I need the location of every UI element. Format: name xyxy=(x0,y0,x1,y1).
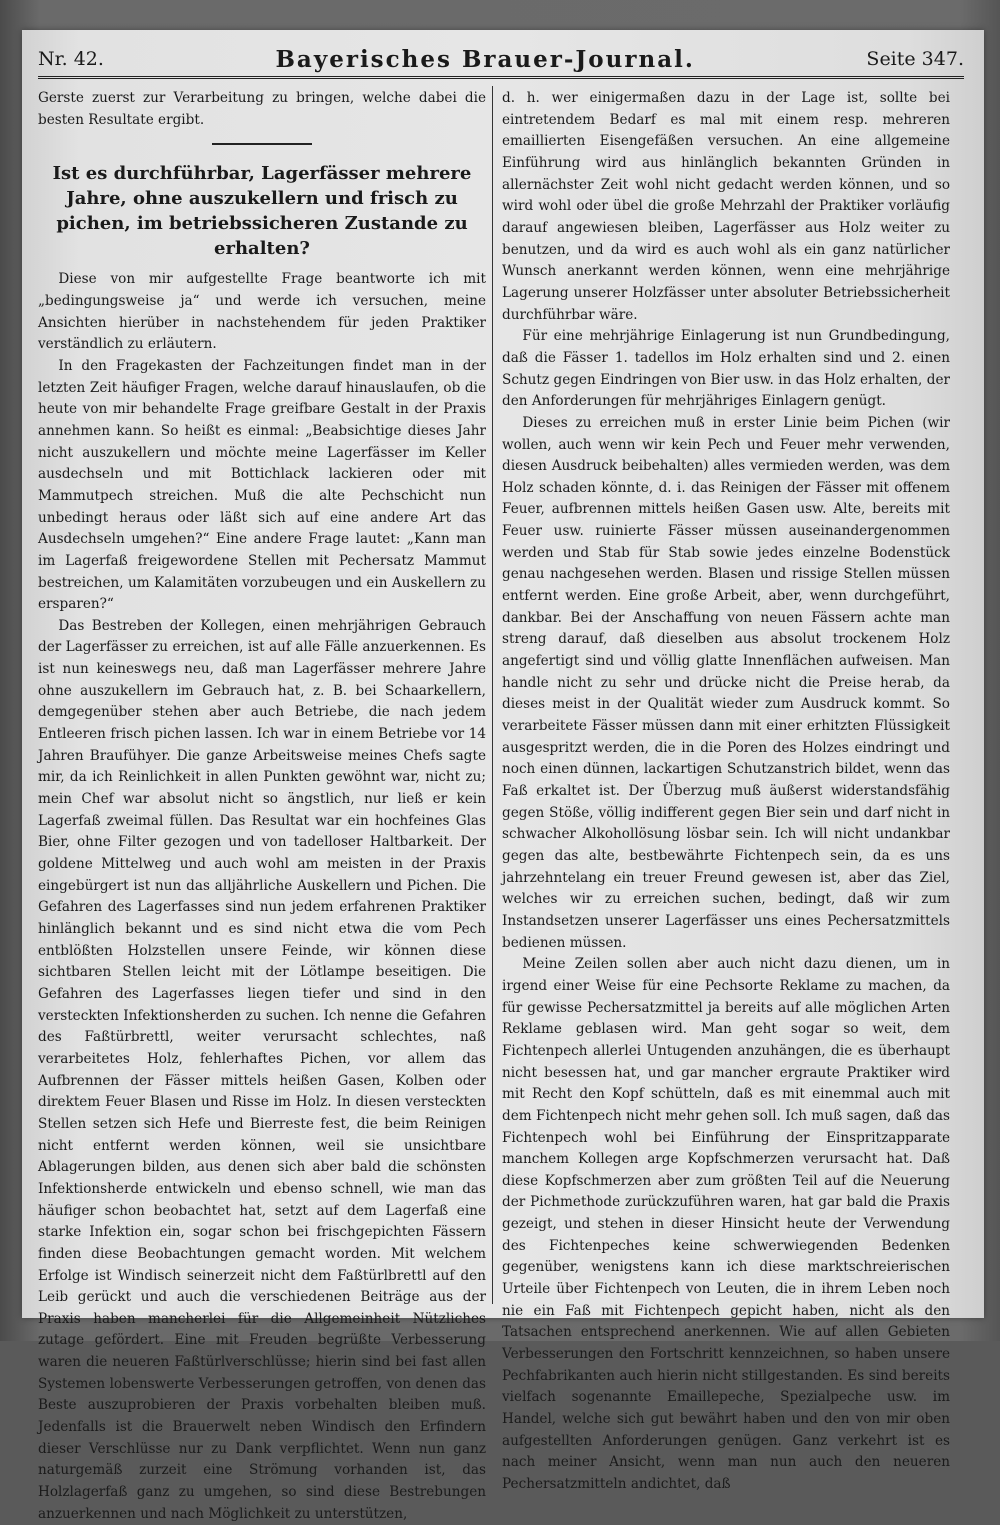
newspaper-page xyxy=(22,30,984,1522)
body-paragraph: Für eine mehrjährige Einlagerung ist nun Grundbedingung, daß die Fässer 1. tadellos im Holz erhalten sind und 2. einen Schutz gegen Eindringen von Bier usw. in das Holz erhalten, der den Anforderungen für mehrjähriges Einlagern genügt. xyxy=(502,328,950,410)
body-paragraph: Dieses zu erreichen muß in erster Linie beim Pichen (wir wollen, auch wenn wir kein Pech und Feuer mehr verwenden, diesen Ausdruck beibehalten) alles vermieden werden, was dem Holz schaden könnte, d. i. das Reinigen der Fässer mit offenem Feuer, aufbrennen mittels heißen Gasen usw. Alte, bereits mit Feuer usw. ruinierte Fässer müssen auseinandergenommen werden und Stab für Stab sowie jedes einzelne Bodenstück genau nachgesehen werden. Blasen und rissige Stellen müssen entfernt werden. Eine große Arbeit, aber, wenn durchgeführt, dankbar. Bei der Anschaffung von neuen Fässern achte man streng darauf, daß dieselben aus absolut trockenem Holz angefertigt sind und völlig glatte Innenflächen aufweisen. Man handle nicht zu sehr und drücke nicht die Preise herab, da dieses meist in der Qualität wieder zum Ausdruck kommt. So verarbeitete Fässer müssen dann mit einer erhitzten Flüssigkeit ausgespritzt werden, die in die Poren des Holzes eindringt und noch einen dünnen, lackartigen Schutzanstrich bildet, wenn das Faß erkaltet ist. Der Überzug muß äußerst widerstandsfähig gegen Stöße, völlig indifferent gegen Bier sein und darf nicht in schwacher Alkohollösung lösbar sein. Ich will nicht undankbar gegen das alte, bestbewährte Fichtenpech sein, da es uns jahrzehntelang ein treuer Freund gewesen ist, aber das Ziel, welches wir zu erreichen suchen, bedingt, daß wir zum Instandsetzen unserer Lagerfässer uns eines Pechersatzmittels bedienen müssen. xyxy=(502,414,950,951)
column-divider xyxy=(492,86,493,1304)
page-header xyxy=(38,42,964,79)
left-column xyxy=(38,88,486,1522)
page-number: Seite 347. xyxy=(866,48,964,70)
right-column xyxy=(502,88,950,1492)
body-paragraph: Diese von mir aufgestellte Frage beantworte ich mit „bedingungsweise ja“ und werde ich versuchen, meine Ansichten hierüber in nachstehendem für jeden Praktiker verständlich zu erläutern. xyxy=(38,271,486,353)
body-paragraph: d. h. wer einigermaßen dazu in der Lage ist, sollte bei eintretendem Bedarf es mal mit einem resp. mehreren emaillierten Eisengefäßen versuchen. An eine allgemeine Einführung wird aus hinlänglich bekannten Gründen in allernächster Zeit wohl nicht gedacht werden können, und so wird wohl oder übel die große Mehrzahl der Praktiker vorläufig darauf angewiesen bleiben, Lagerfässer aus Holz weiter zu benutzen, und da wird es auch wohl als ein ganz natürlicher Wunsch anerkannt werden können, wenn eine mehrjährige Lagerung unserer Holzfässer unter absoluter Betriebssicherheit durchführbar wäre. xyxy=(502,90,950,323)
body-paragraph: Meine Zeilen sollen aber auch nicht dazu dienen, um in irgend einer Weise für eine Pechsorte Reklame zu machen, da für gewisse Pechersatzmittel ja bereits auf alle möglichen Arten Reklame geblasen wird. Man geht sogar so weit, dem Fichtenpech allerlei Untugenden anzuhängen, die es überhaupt nicht besessen hat, und gar mancher ergraute Praktiker wird mit Recht den Kopf schütteln, daß es mit einemmal auch mit dem Fichtenpech nicht mehr gehen soll. Ich muß sagen, daß das Fichtenpech wohl bei Einführung der Einspritzapparate manchem Kollegen arge Kopfschmerzen verursacht hat. Daß diese Kopfschmerzen aber zum größten Teil auf die Neuerung der Pichmethode zurückzuführen waren, hat gar bald die Praxis gezeigt, und stehen in dieser Hinsicht heute der Verwendung des Fichtenpeches keine schwerwiegenden Bedenken gegenüber, wenigstens kann ich diese marktschreierischen Urteile über Fichtenpech von Leuten, die in ihrem Leben noch nie ein Faß mit Fichtenpech gepicht haben, nicht als den Tatsachen entsprechend anerkennen. Wie auf allen Gebieten Verbesserungen den Fortschritt kennzeichnen, so haben unsere Pechfabrikanten auch hierin nicht stillgestanden. Es sind bereits vielfach sogenannte Emaillepeche, Spezialpeche usw. im Handel, welche sich gut bewährt haben und den von mir oben aufgestellten Anforderungen genügen. Ganz verkehrt ist es nach meiner Ansicht, wenn man nun auch den neueren Pechersatzmitteln andichtet, daß xyxy=(502,956,950,1492)
article-title: Ist es durchführbar, Lagerfässer mehrere Jahre, ohne auszukellern und frisch zu pichen, im betriebssicheren Zustande zu erhalten? xyxy=(52,163,472,260)
body-paragraph: In den Fragekasten der Fachzeitungen findet man in der letzten Zeit häufiger Fragen, welche darauf hinauslaufen, ob die heute von mir behandelte Frage greifbare Gestalt in der Praxis annehmen kann. So heißt es einmal: „Beabsichtige dieses Jahr nicht auszukellern und möchte meine Lagerfässer im Keller ausdechseln und mit Bottichlack lackieren oder mit Mammutpech streichen. Muß die alte Pechschicht nun unbedingt heraus oder läßt sich auf eine andere Art das Ausdechseln umgehen?“ Eine andere Frage lautet: „Kann man im Lagerfaß freigewordene Stellen mit Pechersatz Mammut bestreichen, um Kalamitäten vorzubeugen und ein Auskellern zu ersparen?“ xyxy=(38,357,486,613)
section-separator xyxy=(212,143,312,145)
body-paragraph: Das Bestreben der Kollegen, einen mehrjährigen Gebrauch der Lagerfässer zu erreichen, ist auf alle Fälle anzuerkennen. Es ist nun keineswegs neu, daß man Lagerfässer mehrere Jahre ohne auszukellern im Gebrauch hat, z. B. bei Schaarkellern, demgegenüber stehen aber auch Betriebe, die nach jedem Entleeren frisch pichen lassen. Ich war in einem Betriebe vor 14 Jahren Braufühyer. Die ganze Arbeitsweise meines Chefs sagte mir, da ich Reinlichkeit in allen Punkten gewöhnt war, nicht zu; mein Chef war absolut nicht so ängstlich, nur ließ er kein Lagerfaß zweimal füllen. Das Resultat war ein hochfeines Glas Bier, ohne Filter gezogen und von tadelloser Haltbarkeit. Der goldene Mittelweg und auch wohl am meisten in der Praxis eingebürgert ist nun das alljährliche Auskellern und Pichen. Die Gefahren des Lagerfasses sind nun jedem erfahrenen Praktiker hinlänglich bekannt und es sind nicht etwa die vom Pech entblößten Holzstellen unsere Feinde, wir können diese sichtbaren Stellen leicht mit der Lötlampe beseitigen. Die Gefahren des Lagerfasses liegen tiefer und sind in den versteckten Infektionsherden zu suchen. Ich nenne die Gefahren des Faßtürbrettl, weiter verursacht schlechtes, naß verarbeitetes Holz, fehlerhaftes Pichen, vor allem das Aufbrennen der Fässer mittels heißen Gasen, Kolben oder direktem Feuer Blasen und Risse im Holz. In diesen versteckten Stellen setzen sich Hefe und Bierreste fest, die beim Reinigen nicht entfernt werden können, weil sie unsichtbare Ablagerungen bilden, aus denen sich aber bald die schönsten Infektionsherde entwickeln und ebenso schnell, wie man das häufiger schon beobachtet hat, setzt auf dem Lagerfaß eine starke Infektion ein, sogar schon bei frischgepichten Fässern finden diese Beobachtungen gemacht worden. Mit welchem Erfolge ist Windisch seinerzeit nicht dem Faßtürlbrettl auf den Leib gerückt und auch die verschiedenen Beiträge aus der Praxis haben mancherlei für die Allgemeinheit Nützliches zutage gefördert. Eine mit Freuden begrüßte Verbesserung waren die neueren Faßtürlverschlüsse; hierin sind bei fast allen Systemen lobenswerte Verbesserungen getroffen, von denen das Beste auszuprobieren der Praxis vorbehalten bleiben muß. Jedenfalls ist die Brauerwelt neben Windisch den Erfindern dieser Verschlüsse nur zu Dank verpflichtet. Wenn nun ganz naturgemäß zurzeit eine Strömung vorhanden ist, das Holzlagerfaß ganz zu umgehen, so sind diese Bestrebungen anzuerkennen und nach Möglichkeit zu unterstützen, xyxy=(38,617,486,1522)
issue-number: Nr. 42. xyxy=(38,48,104,70)
journal-title: Bayerisches Brauer-Journal. xyxy=(275,45,695,73)
intro-paragraph: Gerste zuerst zur Verarbeitung zu bringen, welche dabei die besten Resultate ergibt. xyxy=(38,90,486,128)
